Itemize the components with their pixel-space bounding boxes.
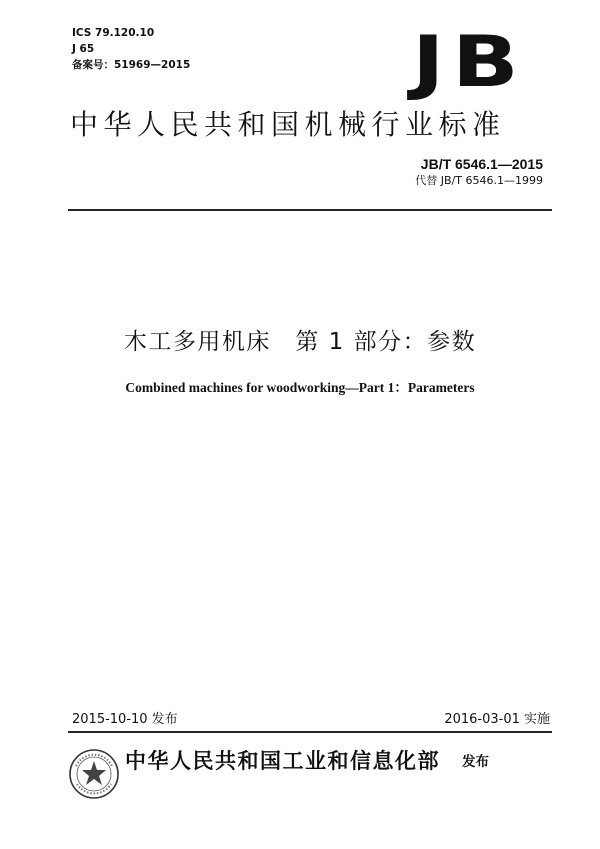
ministry-seal-icon (68, 748, 120, 800)
top-divider (68, 209, 552, 211)
issuing-authority-suffix: 发布 (462, 754, 489, 770)
implementation-date: 2016-03-01 实施 (444, 712, 550, 727)
issuing-authority: 中华人民共和国工业和信息化部 (125, 749, 440, 773)
bottom-divider (68, 731, 552, 733)
document-title-english: Combined machines for woodworking—Part 1：Parameters (125, 380, 475, 395)
replaces-standard: 代替 JB/T 6546.1—1999 (415, 174, 543, 187)
classification-block (72, 25, 190, 73)
standard-code-block (415, 155, 543, 189)
standard-number: JB/T 6546.1—2015 (420, 156, 543, 172)
filing-number: 备案号：51969—2015 (72, 59, 191, 71)
jb-logo: JB (412, 21, 527, 103)
issue-date: 2015-10-10 发布 (72, 712, 178, 727)
ccs-code: J 65 (72, 43, 95, 55)
document-title-chinese: 木工多用机床 第 1 部分：参数 (123, 329, 477, 355)
standard-category-title: 中华人民共和国机械行业标准 (70, 108, 506, 141)
ics-code: ICS 79.120.10 (72, 27, 155, 39)
